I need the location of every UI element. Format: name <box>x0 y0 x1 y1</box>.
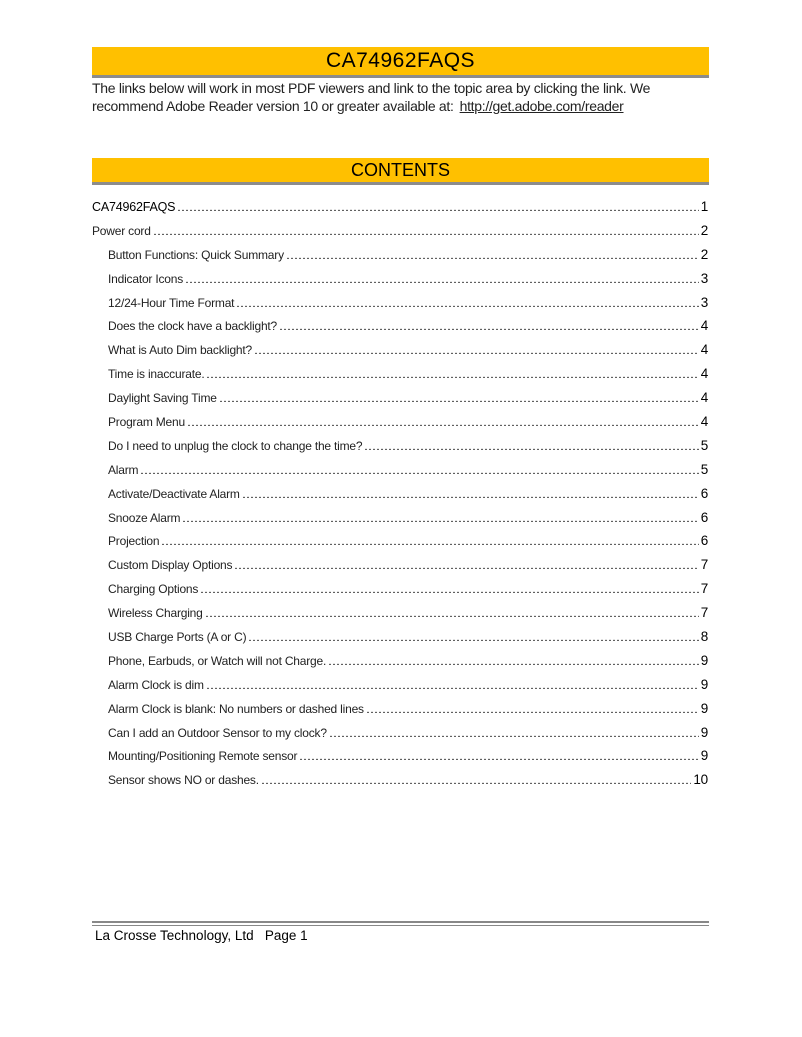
toc-entry-page: 9 <box>700 652 708 668</box>
leader-dots <box>279 320 699 330</box>
toc-entry[interactable] <box>92 653 708 677</box>
leader-dots <box>182 512 698 522</box>
toc-entry-label: Program Menu <box>108 415 185 430</box>
toc-entry-page: 7 <box>700 557 708 573</box>
toc-entry[interactable] <box>92 701 708 725</box>
leader-dots <box>200 583 699 593</box>
toc-entry-page: 5 <box>700 437 708 453</box>
leader-dots <box>161 535 698 545</box>
toc-entry[interactable] <box>92 414 708 438</box>
toc-entry-label: Alarm Clock is dim <box>108 677 204 692</box>
toc-entry-label: Projection <box>108 534 160 549</box>
toc-entry-page: 3 <box>700 294 708 310</box>
toc-entry-label: Do I need to unplug the clock to change the time? <box>108 438 363 453</box>
toc-entry-label: Snooze Alarm <box>108 510 181 525</box>
toc-entry-page: 6 <box>700 533 708 549</box>
leader-dots <box>242 488 699 498</box>
toc-entry-label: Wireless Charging <box>108 606 203 621</box>
toc-entry-page: 4 <box>700 414 708 430</box>
toc-entry[interactable] <box>92 748 708 772</box>
toc-entry-page: 6 <box>700 485 708 501</box>
toc-entry-label: Alarm <box>108 462 139 477</box>
toc-entry[interactable] <box>92 366 708 390</box>
toc-entry-page: 2 <box>700 222 708 238</box>
intro-paragraph <box>92 79 712 115</box>
toc-entry-label: Activate/Deactivate Alarm <box>108 486 240 501</box>
toc-entry-label: Charging Options <box>108 582 199 597</box>
toc-entry-label: Button Functions: Quick Summary <box>108 247 284 262</box>
toc-entry-page: 4 <box>700 342 708 358</box>
toc-entry-page: 3 <box>700 270 708 286</box>
toc-entry-label: Does the clock have a backlight? <box>108 319 278 334</box>
toc-entry[interactable] <box>92 199 708 223</box>
toc-entry[interactable] <box>92 677 708 701</box>
toc-entry-page: 4 <box>700 366 708 382</box>
toc-entry[interactable] <box>92 533 708 557</box>
toc-entry[interactable] <box>92 557 708 581</box>
toc-entry[interactable] <box>92 510 708 534</box>
toc-entry-page: 4 <box>700 318 708 334</box>
leader-dots <box>236 297 698 307</box>
toc-entry-label: 12/24-Hour Time Format <box>108 295 235 310</box>
toc-entry[interactable] <box>92 295 708 319</box>
leader-dots <box>364 440 698 450</box>
leader-dots <box>366 703 699 713</box>
toc-entry-label: Custom Display Options <box>108 558 233 573</box>
toc-entry-label: Sensor shows NO or dashes. <box>108 773 259 788</box>
leader-dots <box>153 225 699 235</box>
footer-divider <box>92 921 709 926</box>
toc-entry[interactable] <box>92 438 708 462</box>
page-footer: La Crosse Technology, Ltd Page 1 <box>95 928 308 943</box>
leader-dots <box>187 416 699 426</box>
document-title-bar <box>92 47 709 78</box>
toc-entry-label: Time is inaccurate. <box>108 367 205 382</box>
toc-entry-page: 9 <box>700 748 708 764</box>
leader-dots <box>177 201 698 211</box>
leader-dots <box>234 559 698 569</box>
table-of-contents <box>92 199 708 796</box>
toc-entry[interactable] <box>92 318 708 342</box>
toc-entry-label: Power cord <box>92 223 151 238</box>
toc-entry-page: 9 <box>700 700 708 716</box>
leader-dots <box>206 679 699 689</box>
leader-dots <box>261 774 692 784</box>
toc-entry-page: 10 <box>693 772 708 788</box>
toc-entry-page: 7 <box>700 581 708 597</box>
toc-entry-label: Mounting/Positioning Remote sensor <box>108 749 298 764</box>
leader-dots <box>328 655 699 665</box>
toc-entry-page: 2 <box>700 246 708 262</box>
toc-entry-label: CA74962FAQS <box>92 200 176 214</box>
leader-dots <box>205 607 699 617</box>
toc-entry-label: Indicator Icons <box>108 271 184 286</box>
toc-entry[interactable] <box>92 486 708 510</box>
intro-text: The links below will work in most PDF viewers and link to the topic area by clicking the link. We recommend Adobe Reader version 10 or greater available at: <box>92 80 651 114</box>
toc-entry[interactable] <box>92 605 708 629</box>
toc-entry[interactable] <box>92 271 708 295</box>
toc-entry-page: 9 <box>700 676 708 692</box>
toc-entry[interactable] <box>92 390 708 414</box>
toc-entry[interactable] <box>92 581 708 605</box>
leader-dots <box>329 727 699 737</box>
toc-entry-label: Daylight Saving Time <box>108 391 217 406</box>
toc-entry-label: Can I add an Outdoor Sensor to my clock? <box>108 725 327 740</box>
leader-dots <box>185 273 699 283</box>
toc-entry[interactable] <box>92 223 708 247</box>
toc-entry-label: USB Charge Ports (A or C) <box>108 630 247 645</box>
leader-dots <box>299 750 698 760</box>
leader-dots <box>248 631 698 641</box>
contents-header-bar <box>92 158 709 185</box>
adobe-reader-link[interactable]: http://get.adobe.com/reader <box>459 98 624 114</box>
document-title: CA74962FAQS <box>325 49 476 72</box>
toc-entry-page: 9 <box>700 724 708 740</box>
leader-dots <box>286 249 699 259</box>
toc-entry[interactable] <box>92 629 708 653</box>
toc-entry-page: 4 <box>700 390 708 406</box>
leader-dots <box>206 368 698 378</box>
toc-entry-page: 7 <box>700 605 708 621</box>
toc-entry-label: What is Auto Dim backlight? <box>108 343 252 358</box>
toc-entry-label: Alarm Clock is blank: No numbers or dashed lines <box>108 701 364 716</box>
toc-entry[interactable] <box>92 772 708 796</box>
leader-dots <box>219 392 699 402</box>
toc-entry[interactable] <box>92 247 708 271</box>
toc-entry-page: 5 <box>700 461 708 477</box>
leader-dots <box>254 344 699 354</box>
toc-entry-page: 1 <box>700 199 708 214</box>
toc-entry[interactable] <box>92 725 708 749</box>
toc-entry[interactable] <box>92 342 708 366</box>
toc-entry-page: 6 <box>700 509 708 525</box>
toc-entry-page: 8 <box>700 629 708 645</box>
contents-title: CONTENTS <box>351 160 450 180</box>
toc-entry-label: Phone, Earbuds, or Watch will not Charge. <box>108 653 327 668</box>
toc-entry[interactable] <box>92 462 708 486</box>
leader-dots <box>140 464 698 474</box>
